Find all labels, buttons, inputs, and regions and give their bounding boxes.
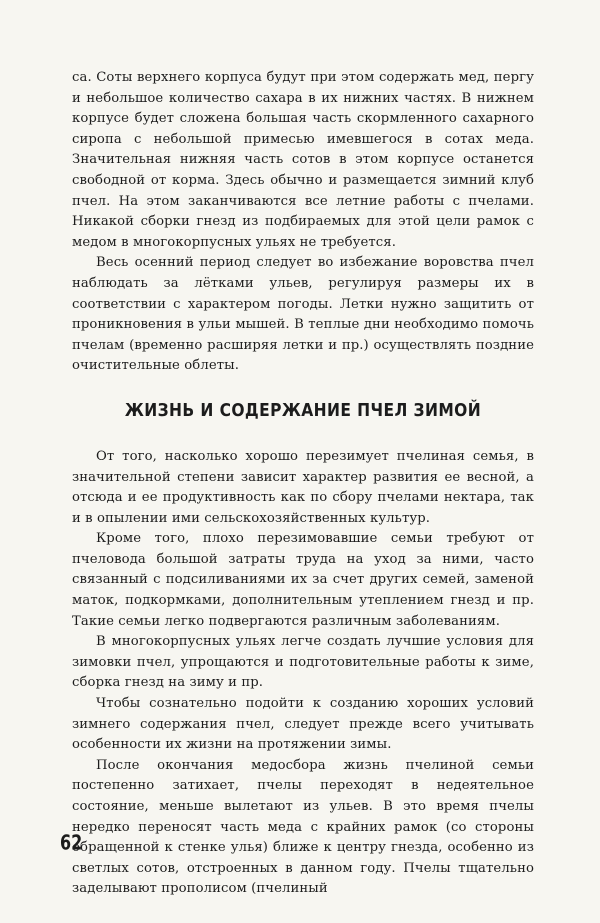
page-number: 62 xyxy=(60,830,83,855)
paragraph-autumn-period: Весь осенний период следует во избежание воровства пчел наблюдать за лётками ульев, регулируя размеры их в соответствии с характером погоды. Летки нужно защитить от проникновения в ульи мышей. В теплые дни необходимо помочь пчелам (временно расширяя летки и пр.) осуществлять поздние очистительные облеты. xyxy=(72,255,534,374)
paragraph-multibody-hives: В многокорпусных ульях легче создать лучшие условия для зимовки пчел, упрощаются и подготовительные работы к зиме, сборка гнезд на зиму и пр. xyxy=(72,634,534,691)
page-text xyxy=(72,68,534,900)
paragraph-after-honey-flow: После окончания медосбора жизнь пчелиной семьи постепенно затихает, пчелы переходят в недеятельное состояние, меньше вылетают из ульев. В это время пчелы нередко переносят часть меда с крайних рамок (со стороны обращенной к стенке улья) ближе к центру гнезда, особенно из светлых сотов, отстроенных в данном году. Пчелы тщательно заделывают прополисом (пчелиный xyxy=(72,757,534,897)
paragraph-weak-colonies: Кроме того, плохо перезимовавшие семьи требуют от пчеловода большой затраты труда на уход за ними, часто связанный с подсиливаниями их за счет других семей, заменой маток, подкормками, дополнительным утеплением гнезд и пр. Такие семьи легко подвергаются различным заболеваниям. xyxy=(72,531,534,629)
paragraph-wintering-importance: От того, насколько хорошо перезимует пчелиная семья, в значительной степени зависит характер развития ее весной, а отсюда и ее продуктивность как по сбору пчелами нектара, так и в опылении ими сельскохозяйственных культур. xyxy=(72,448,534,526)
section-heading: ЖИЗНЬ И СОДЕРЖАНИЕ ПЧЕЛ ЗИМОЙ xyxy=(124,399,482,421)
paragraph-continuation: са. Соты верхнего корпуса будут при этом содержать мед, пергу и небольшое количество сахара в их нижних частях. В нижнем корпусе будет сложена большая часть скормленного сахарного сиропа с небольшой примесью имевшегося в сотах меда. Значительная нижняя часть сотов в этом корпусе останется свободной от корма. Здесь обычно и размещается зимний клуб пчел. На этом заканчиваются все летние работы с пчелами. Никакой сборки гнезд из подбираемых для этой цели рамок с медом в многокорпусных ульях не требуется. xyxy=(72,70,534,250)
paragraph-winter-conditions: Чтобы сознательно подойти к созданию хороших условий зимнего содержания пчел, следует прежде всего учитывать особенности их жизни на протяжении зимы. xyxy=(72,696,534,753)
